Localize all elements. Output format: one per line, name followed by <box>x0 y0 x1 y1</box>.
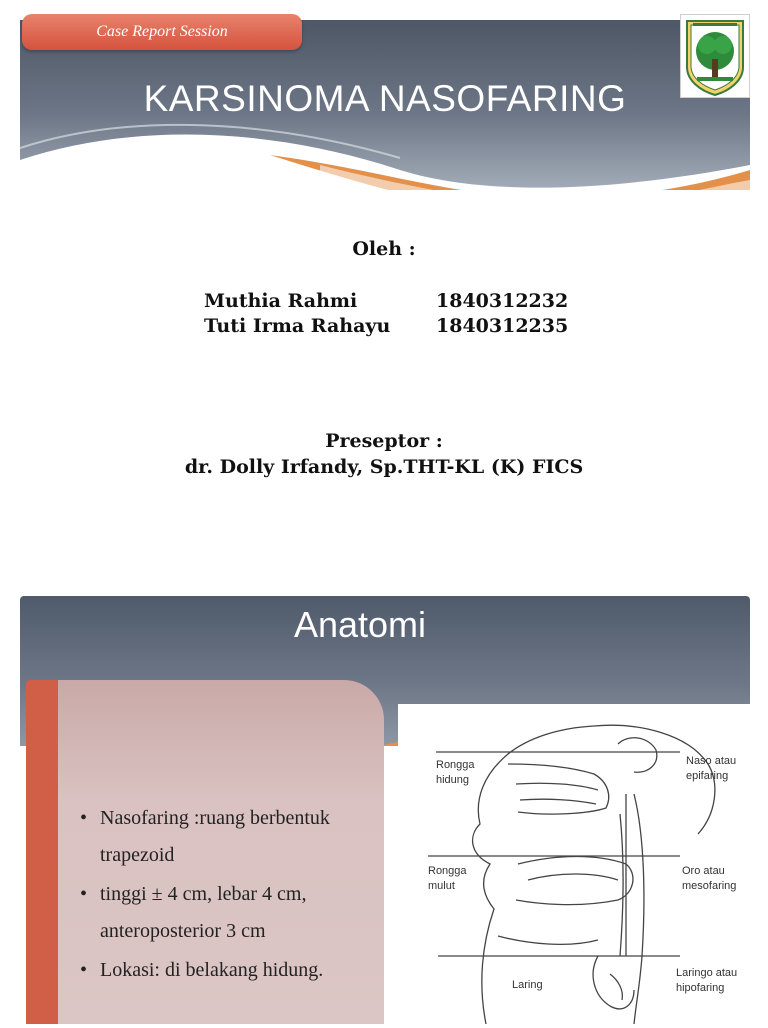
anatomy-slide <box>0 560 768 1024</box>
preseptor-label: Preseptor : <box>325 430 443 452</box>
label-laring: Laring <box>512 979 543 991</box>
author-name: Tuti Irma Rahayu <box>204 315 391 337</box>
authors-list <box>204 290 568 340</box>
author-row <box>204 290 568 315</box>
label-naso: Naso atau epifaring <box>686 755 737 782</box>
label-laringo: Laringo atau hipofaring <box>676 967 738 994</box>
label-rongga-hidung: Rongga hidung <box>436 759 475 786</box>
label-rongga-mulut: Rongga mulut <box>428 865 467 892</box>
author-id: 1840312235 <box>436 315 569 337</box>
bullet-item: • tinggi ± 4 cm, lebar 4 cm, anteroposterior 3 cm <box>78 876 368 950</box>
bullet-item: • Nasofaring :ruang berbentuk trapezoid <box>78 800 368 874</box>
author-id: 1840312232 <box>436 290 569 312</box>
pharynx-diagram <box>398 704 756 1024</box>
author-row <box>204 315 568 340</box>
bullet-list <box>78 800 368 991</box>
author-name: Muthia Rahmi <box>204 290 358 312</box>
label-oro: Oro atau mesofaring <box>682 865 737 892</box>
bullet-item: • Lokasi: di belakang hidung. <box>78 952 368 989</box>
case-report-tag: Case Report Session <box>22 14 302 50</box>
accent-bar <box>26 680 58 1024</box>
slide-title: Anatomi <box>293 604 427 645</box>
oleh-label: Oleh : <box>352 238 416 260</box>
university-logo <box>680 14 750 98</box>
preseptor-name: dr. Dolly Irfandy, Sp.THT-KL (K) FICS <box>184 456 584 478</box>
presentation-title: KARSINOMA NASOFARING <box>143 78 627 119</box>
